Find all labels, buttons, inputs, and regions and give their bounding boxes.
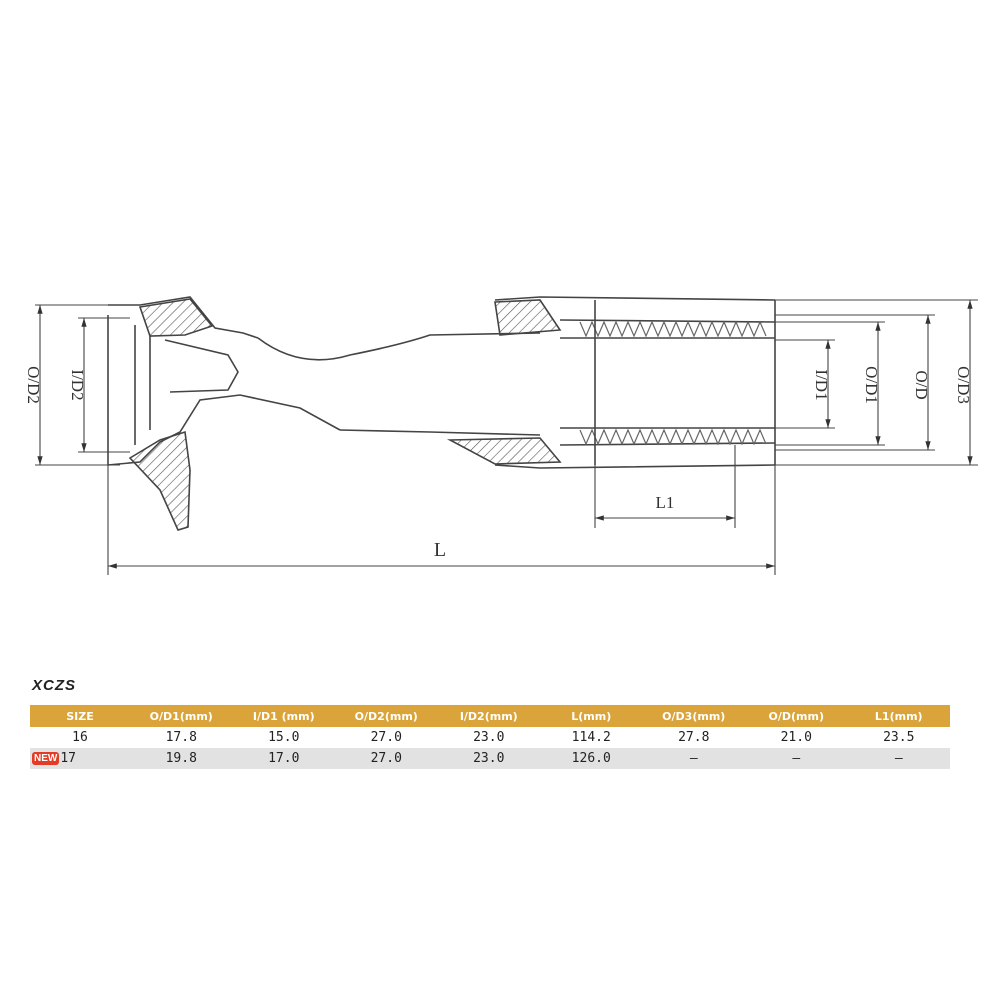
header-size: SIZE <box>30 705 130 727</box>
label-od1: O/D1 <box>862 366 881 404</box>
spec-table <box>30 705 950 769</box>
header-od3: O/D3(mm) <box>643 705 746 727</box>
cell-od2: 27.0 <box>370 730 402 745</box>
size-value: 17 <box>60 751 76 766</box>
label-id2: I/D2 <box>68 369 87 401</box>
label-l: L <box>433 539 447 561</box>
cell-size <box>30 727 130 748</box>
cell-l: 126.0 <box>540 748 643 769</box>
cell-l: 114.2 <box>571 730 611 745</box>
cell-od2: 27.0 <box>335 748 438 769</box>
header-l: L(mm) <box>540 705 643 727</box>
cell-size <box>30 748 130 769</box>
header-od: O/D(mm) <box>745 705 848 727</box>
header-od1: O/D1(mm) <box>130 705 233 727</box>
table-row <box>30 727 950 748</box>
cell-id2: 23.0 <box>438 748 541 769</box>
label-od: O/D <box>912 370 931 400</box>
new-badge: NEW <box>34 753 58 764</box>
label-od2: O/D2 <box>24 366 43 404</box>
label-l1: L1 <box>655 493 675 512</box>
header-l1: L1(mm) <box>848 705 951 727</box>
model-name: XCZS <box>32 677 77 694</box>
cell-od3: 27.8 <box>678 730 710 745</box>
cell-od: 21.0 <box>780 730 812 745</box>
cell-od: — <box>745 748 848 769</box>
table-header-row <box>30 705 950 727</box>
cell-od1: 19.8 <box>130 748 233 769</box>
part-outline <box>108 297 775 530</box>
cell-l1: — <box>848 748 951 769</box>
cell-id1: 15.0 <box>268 730 300 745</box>
cell-id1: 17.0 <box>233 748 336 769</box>
size-value: 16 <box>72 730 88 745</box>
cell-od3: — <box>643 748 746 769</box>
label-id1: I/D1 <box>812 369 831 401</box>
header-od2: O/D2(mm) <box>335 705 438 727</box>
label-od3: O/D3 <box>954 366 973 404</box>
cell-l1: 23.5 <box>883 730 915 745</box>
cell-od1: 17.8 <box>165 730 197 745</box>
header-id2: I/D2(mm) <box>438 705 541 727</box>
cell-id2: 23.0 <box>473 730 505 745</box>
table-row <box>30 748 950 769</box>
header-id1: I/D1 (mm) <box>233 705 336 727</box>
